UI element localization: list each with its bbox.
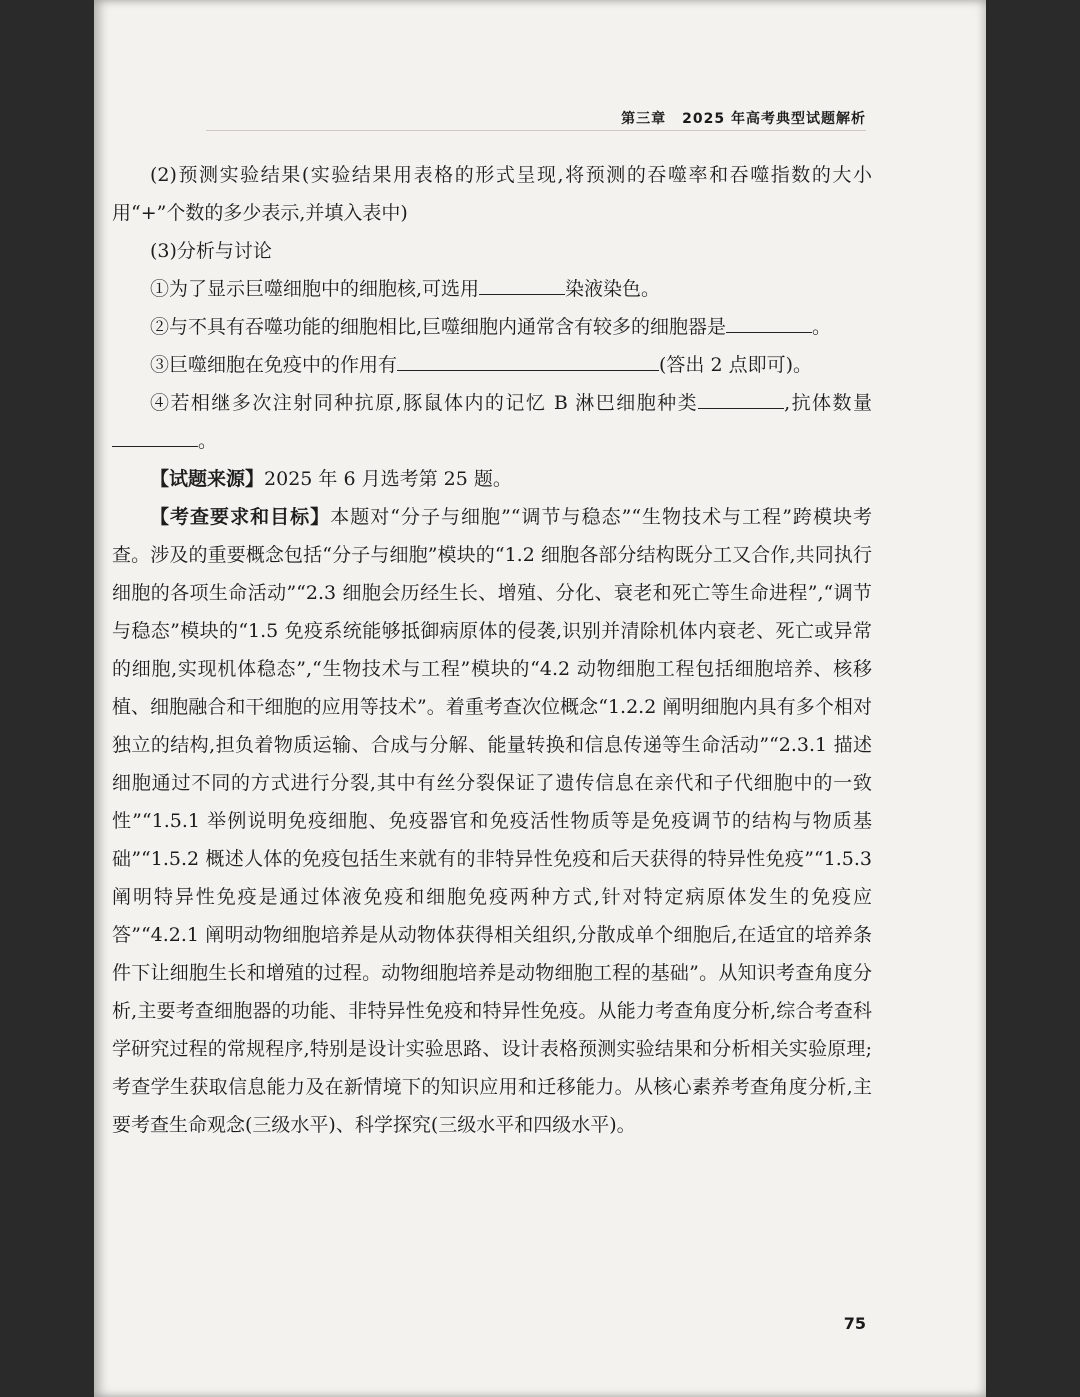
page-number: 75: [843, 1314, 866, 1333]
answer-blank-2: [726, 310, 812, 333]
item-2-text: ②与不具有吞噬功能的细胞相比,巨噬细胞内通常含有较多的细胞器是: [150, 316, 727, 338]
answer-blank-4: [698, 386, 784, 409]
item-4-text: ④若相继多次注射同种抗原,豚鼠体内的记忆 B 淋巴细胞种类: [150, 392, 699, 414]
question-3-title: (3)分析与讨论: [150, 240, 272, 262]
book-page: [94, 0, 986, 1397]
item-3-suffix: (答出 2 点即可)。: [659, 354, 813, 376]
page-body: [112, 156, 872, 1144]
item-3-text: ③巨噬细胞在免疫中的作用有: [150, 354, 398, 376]
item-2-suffix: 。: [812, 316, 832, 338]
chapter-label: 第三章: [621, 111, 667, 127]
item-3: [112, 346, 872, 384]
item-1-suffix: 染液染色。: [565, 278, 661, 300]
answer-blank-1: [479, 272, 565, 295]
item-4-suffix: 。: [198, 430, 218, 452]
item-2: [112, 308, 872, 346]
running-header: [621, 108, 866, 128]
item-4-mid: ,抗体数量: [784, 392, 872, 414]
header-divider: [206, 130, 866, 131]
source-text: 2025 年 6 月选考第 25 题。: [264, 468, 512, 490]
requirements-label: 【考查要求和目标】: [150, 506, 331, 528]
source-line: [112, 460, 872, 498]
answer-blank-3: [397, 348, 659, 371]
source-label: 【试题来源】: [150, 468, 265, 490]
requirements-text: 本题对“分子与细胞”“调节与稳态”“生物技术与工程”跨模块考查。涉及的重要概念包括“分子与细胞”模块的“1.2 细胞各部分结构既分工又合作,共同执行细胞的各项生命活动”“2.3 细胞会历经生长、增殖、分化、衰老和死亡等生命进程”,“调节与稳态”模块的“1.5 免疫系统能够抵御病原体的侵袭,识别并清除机体内衰老、死亡或异常的细胞,实现机体稳态”,“生物技术与工程”模块的“4.2 动物细胞工程包括细胞培养、核移植、细胞融合和干细胞的应用等技术”。着重考查次位概念“1.2.2 阐明细胞内具有多个相对独立的结构,担负着物质运输、合成与分解、能量转换和信息传递等生命活动”“2.3.1 描述细胞通过不同的方式进行分裂,其中有丝分裂保证了遗传信息在亲代和子代细胞中的一致性”“1.5.1 举例说明免疫细胞、免疫器官和免疫活性物质等是免疫调节的结构与物质基础”“1.5.2 概述人体的免疫包括生来就有的非特异性免疫和后天获得的特异性免疫”“1.5.3 阐明特异性免疫是通过体液免疫和细胞免疫两种方式,针对特定病原体发生的免疫应答”“4.2.1 阐明动物细胞培养是从动物体获得相关组织,分散成单个细胞后,在适宜的培养条件下让细胞生长和增殖的过程。动物细胞培养是动物细胞工程的基础”。从知识考查角度分析,主要考查细胞器的功能、非特异性免疫和特异性免疫。从能力考查角度分析,综合考查科学研究过程的常规程序,特别是设计实验思路、设计表格预测实验结果和分析相关实验原理;考查学生获取信息能力及在新情境下的知识应用和迁移能力。从核心素养考查角度分析,主要考查生命观念(三级水平)、科学探究(三级水平和四级水平)。: [112, 506, 872, 1136]
item-1: [112, 270, 872, 308]
requirements-paragraph: [112, 498, 872, 1144]
answer-blank-5: [112, 424, 198, 447]
chapter-title: 2025 年高考典型试题解析: [682, 111, 866, 127]
item-4: [112, 384, 872, 460]
item-1-text: ①为了显示巨噬细胞中的细胞核,可选用: [150, 278, 480, 300]
question-2: (2)预测实验结果(实验结果用表格的形式呈现,将预测的吞噬率和吞噬指数的大小用“+”个数的多少表示,并填入表中): [112, 164, 872, 224]
